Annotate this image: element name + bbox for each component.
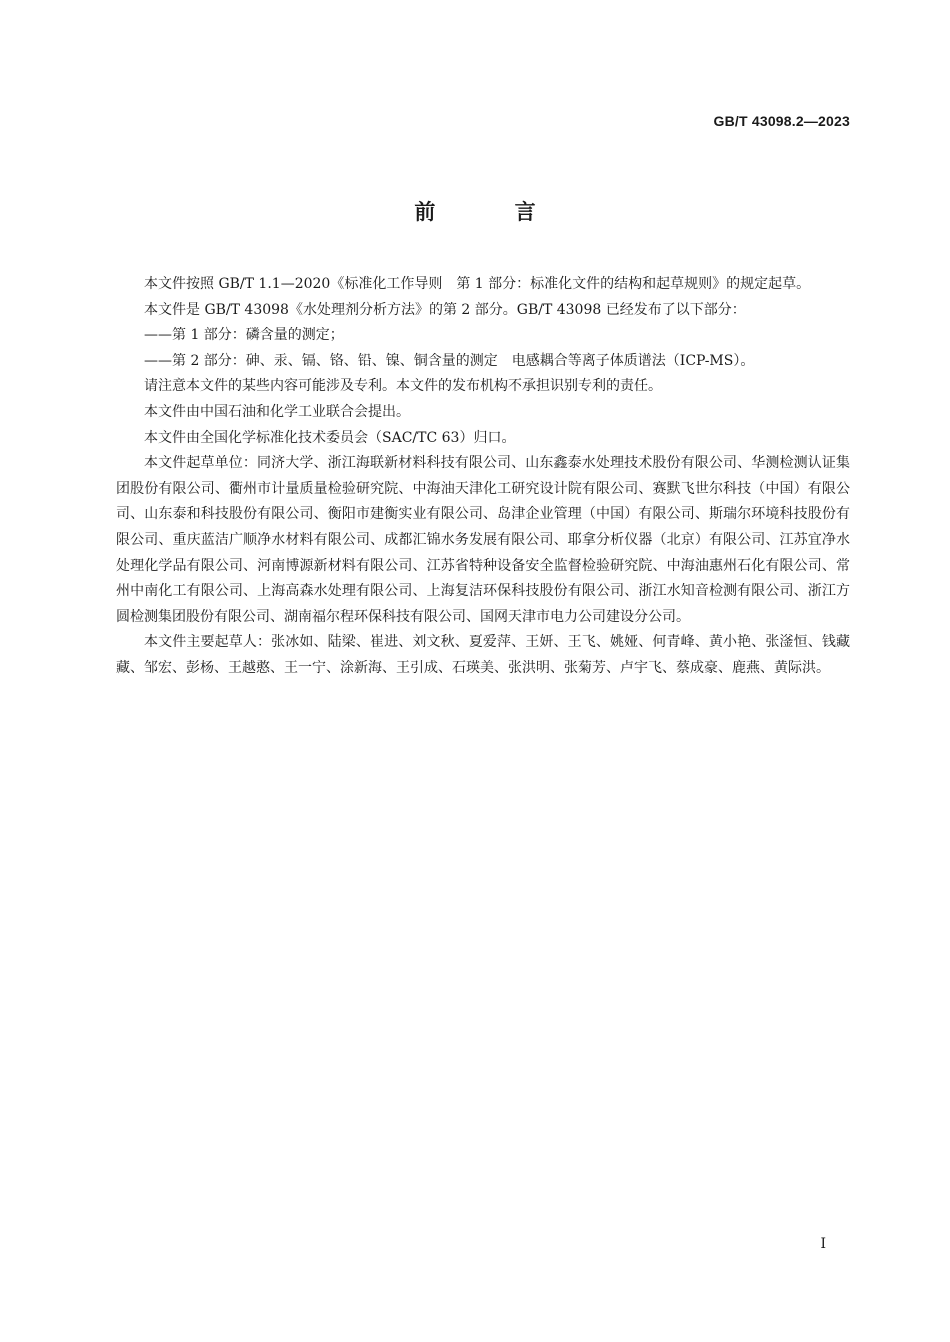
paragraph-drafting-rules: 本文件按照 GB/T 1.1—2020《标准化工作导则 第 1 部分：标准化文件的结构和起草规则》的规定起草。: [144, 276, 811, 292]
page-number: I: [820, 1236, 826, 1252]
paragraph-drafters: 本文件主要起草人：张冰如、陆梁、崔进、刘文秋、夏爱萍、王妍、王飞、姚娅、何青峰、黄小艳、张滏恒、钱藏藏、邹宏、彭杨、王越憨、王一宁、涂新海、王引成、石瑛美、张洪明、张菊芳、卢宇飞、蔡成豪、鹿燕、黄际洪。: [116, 634, 850, 676]
paragraph-patent-notice: 请注意本文件的某些内容可能涉及专利。本文件的发布机构不承担识别专利的责任。: [144, 378, 662, 395]
paragraph-proposer: 本文件由中国石油和化学工业联合会提出。: [144, 403, 410, 420]
document-body: [116, 272, 850, 682]
list-item-part-1: ——第 1 部分：磷含量的测定；: [144, 327, 344, 344]
paragraph-series-info: 本文件是 GB/T 43098《水处理剂分析方法》的第 2 部分。GB/T 43098 已经发布了以下部分：: [144, 301, 746, 318]
paragraph-drafting-units: 本文件起草单位：同济大学、浙江海联新材料科技有限公司、山东鑫泰水处理技术股份有限公司、华测检测认证集团股份有限公司、衢州市计量质量检验研究院、中海油天津化工研究设计院有限公司、赛默飞世尔科技（中国）有限公司、山东泰和科技股份有限公司、衡阳市建衡实业有限公司、岛津企业管理（中国）有限公司、斯瑞尔环境科技股份有限公司、重庆蓝洁广顺净水材料有限公司、成都汇锦水务发展有限公司、耶拿分析仪器（北京）有限公司、江苏宜净水处理化学品有限公司、河南博源新材料有限公司、江苏省特种设备安全监督检验研究院、中海油惠州石化有限公司、常州中南化工有限公司、上海高森水处理有限公司、上海复洁环保科技股份有限公司、浙江水知音检测有限公司、浙江方圆检测集团股份有限公司、湖南福尔程环保科技有限公司、国网天津市电力公司建设分公司。: [116, 455, 850, 625]
list-item-part-2: ——第 2 部分：砷、汞、镉、铬、铅、镍、铜含量的测定 电感耦合等离子体质谱法（ICP-MS）。: [144, 352, 755, 369]
document-code: GB/T 43098.2—2023: [713, 113, 850, 129]
paragraph-committee: 本文件由全国化学标准化技术委员会（SAC/TC 63）归口。: [144, 429, 516, 446]
page-title: 前 言: [414, 200, 572, 224]
